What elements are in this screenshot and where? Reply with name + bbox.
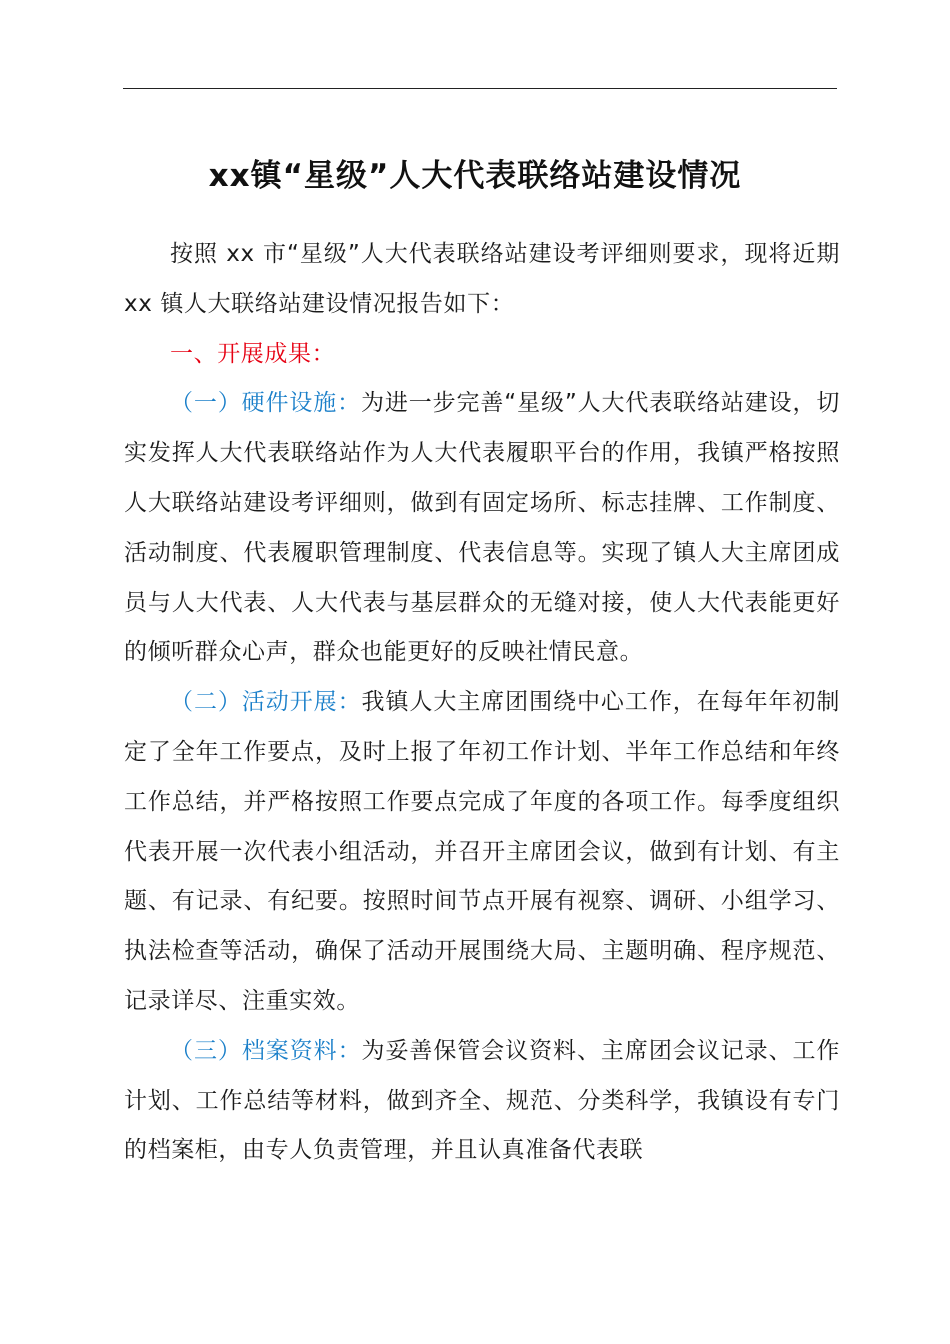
section-heading <box>124 330 840 380</box>
intro-paragraph: 按照 xx 市“星级”人大代表联络站建设考评细则要求，现将近期 xx 镇人大联络站建设情况报告如下： <box>124 241 840 317</box>
header-rule <box>123 88 837 89</box>
section-heading-text: 一、开展成果： <box>170 340 336 367</box>
subsection-heading: （二）活动开展： <box>170 689 362 716</box>
subsection-text: 为进一步完善“星级”人大代表联络站建设，切实发挥人大代表联络站作为人大代表履职平台的作用，我镇严格按照人大联络站建设考评细则，做到有固定场所、标志挂牌、工作制度、活动制度、代表履职管理制度、代表信息等。实现了镇人大主席团成员与人大代表、人大代表与基层群众的无缝对接，使人大代表能更好的倾听群众心声，群众也能更好的反映社情民意。 <box>124 390 840 666</box>
subsection-paragraph-2 <box>124 678 840 1027</box>
document-body <box>124 230 840 1176</box>
subsection-heading: （一）硬件设施： <box>170 390 362 417</box>
subsection-text: 为妥善保管会议资料、主席团会议记录、工作计划、工作总结等材料，做到齐全、规范、分类科学，我镇设有专门的档案柜，由专人负责管理，并且认真准备代表联 <box>124 1037 840 1164</box>
subsection-text: 我镇人大主席团围绕中心工作，在每年年初制定了全年工作要点，及时上报了年初工作计划、半年工作总结和年终工作总结，并严格按照工作要点完成了年度的各项工作。每季度组织代表开展一次代表小组活动，并召开主席团会议，做到有计划、有主题、有记录、有纪要。按照时间节点开展有视察、调研、小组学习、执法检查等活动，确保了活动开展围绕大局、主题明确、程序规范、记录详尽、注重实效。 <box>124 689 840 1014</box>
subsection-paragraph-1 <box>124 379 840 678</box>
subsection-heading: （三）档案资料： <box>170 1037 362 1064</box>
document-title: xx镇“星级”人大代表联络站建设情况 <box>208 158 742 194</box>
subsection-paragraph-3 <box>124 1027 840 1176</box>
